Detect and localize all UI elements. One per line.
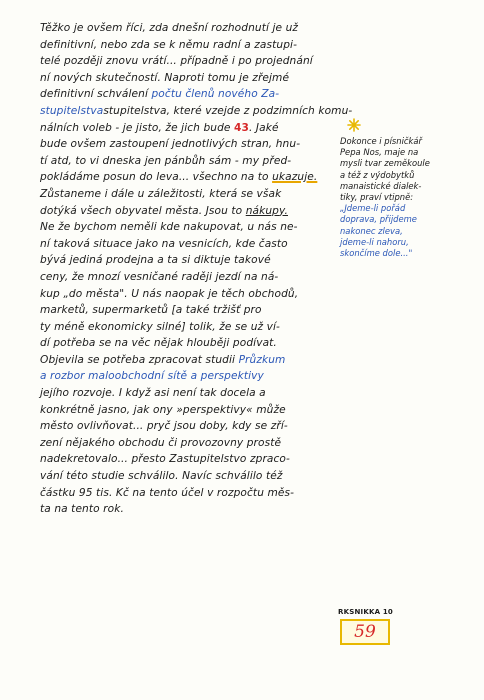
text-line: dí potřeba se na věc nějak hlouběji podívat. xyxy=(40,337,277,350)
text-line xyxy=(40,169,328,186)
sidenote-quote-line: „Jdeme-li pořád xyxy=(340,203,406,214)
sidenote-line: mysli tvar zeměkoule xyxy=(340,158,430,169)
text-line xyxy=(40,203,328,220)
underlined-word-nakupy: nákupy. xyxy=(245,204,288,217)
highlight-survey: Průzkum xyxy=(238,353,286,366)
sidenote-line: Pepa Nos, maje na xyxy=(340,147,419,158)
text-line: Ne že bychom neměli kde nakupovat, u nás ne- xyxy=(40,221,298,234)
page-number-box xyxy=(340,619,390,645)
sidenote-quote-line: skončíme dole..." xyxy=(340,248,413,259)
text-line xyxy=(40,103,353,120)
sidenote-line: tiky, praví vtipně: xyxy=(340,192,414,203)
star-icon xyxy=(347,118,361,132)
text-segment: dotýká všech obyvatel města. Jsou to xyxy=(40,204,243,217)
main-article-text xyxy=(40,20,353,518)
text-line xyxy=(40,120,328,137)
text-line: nadekretovalo... přesto Zastupitelstvo zpraco- xyxy=(40,453,290,466)
text-line: zení nějakého obchodu či provozovny prostě xyxy=(40,436,282,449)
text-line: město ovlivňovat... pryč jsou doby, kdy se zří- xyxy=(40,420,288,433)
text-line: marketů, supermarketů [a také tržišť pro xyxy=(40,304,262,317)
text-line: Zůstaneme i dále u záležitosti, která se však xyxy=(40,187,282,200)
text-segment: pokládáme posun do leva... všechno na to xyxy=(40,171,269,184)
text-segment: stupitelstva, které vzejde z podzimních komu- xyxy=(103,104,353,117)
sidenote-quote-line: jdeme-li nahoru, xyxy=(340,236,409,247)
text-line: bude ovšem zastoupení jednotlivých stran, hnu- xyxy=(40,138,301,151)
text-line: ceny, že mnozí vesničané raději jezdí na ná- xyxy=(40,270,279,283)
sidenote-line: manaistické dialek- xyxy=(340,180,422,191)
sidenote-line: Dokonce i písničkář xyxy=(340,136,422,146)
highlight-members-count: počtu členů nového Za- xyxy=(151,88,280,101)
sidenote-line: a též z výdobytků xyxy=(340,169,415,180)
text-line xyxy=(40,352,328,369)
text-line: vání této studie schválilo. Navíc schválilo též xyxy=(40,470,283,483)
text-segment: nálních voleb - je jisto, že jich bude xyxy=(40,121,231,134)
text-line: ní taková situace jako na vesnicích, kde často xyxy=(40,237,288,250)
text-line: bývá jediná prodejna a ta si diktuje takové xyxy=(40,254,271,267)
text-line: ty méně ekonomicky silné] tolik, že se už ví- xyxy=(40,320,280,333)
text-line: tí atd, to vi dneska jen pánbůh sám - my před- xyxy=(40,154,292,167)
sidenote-quote-line: nakonec zleva, xyxy=(340,225,403,236)
text-line: telé později znovu vrátí... případně i po projednání xyxy=(40,55,313,68)
text-segment: Objevila se potřeba zpracovat studii xyxy=(40,353,236,366)
text-line: definitivní, nebo zda se k němu radní a zastupi- xyxy=(40,38,298,51)
text-line: kup „do města". U nás naopak je těch obchodů, xyxy=(40,287,299,300)
text-line: ta na tento rok. xyxy=(40,503,124,516)
page-footer xyxy=(338,608,398,648)
highlight-retail-network: a rozbor maloobchodní sítě a perspektivy xyxy=(40,370,264,383)
sidenote-quote-line: doprava, přijdeme xyxy=(340,214,417,225)
text-line: konkrétně jasno, jak ony »perspektivy« může xyxy=(40,403,286,416)
text-line: jejího rozvoje. I když asi není tak docela a xyxy=(40,387,266,400)
text-line: ní nových skutečností. Naproti tomu je zřejmé xyxy=(40,71,290,84)
highlight-council-word: stupitelstva xyxy=(40,104,104,117)
page-number: 59 xyxy=(354,622,376,642)
red-number-43: 43 xyxy=(234,121,249,134)
sidenote-text xyxy=(340,136,480,259)
text-segment: definitivní schválení xyxy=(40,88,149,101)
text-line: částku 95 tis. Kč na tento účel v rozpočtu měs- xyxy=(40,486,295,499)
text-segment: . Jaké xyxy=(248,121,279,134)
text-line: Těžko je ovšem říci, zda dnešní rozhodnutí je už xyxy=(40,22,299,34)
publication-label: RKSNIKKA 10 xyxy=(338,608,393,616)
text-line xyxy=(40,86,328,103)
underlined-word-ukazuje: ukazuje. xyxy=(272,171,318,184)
